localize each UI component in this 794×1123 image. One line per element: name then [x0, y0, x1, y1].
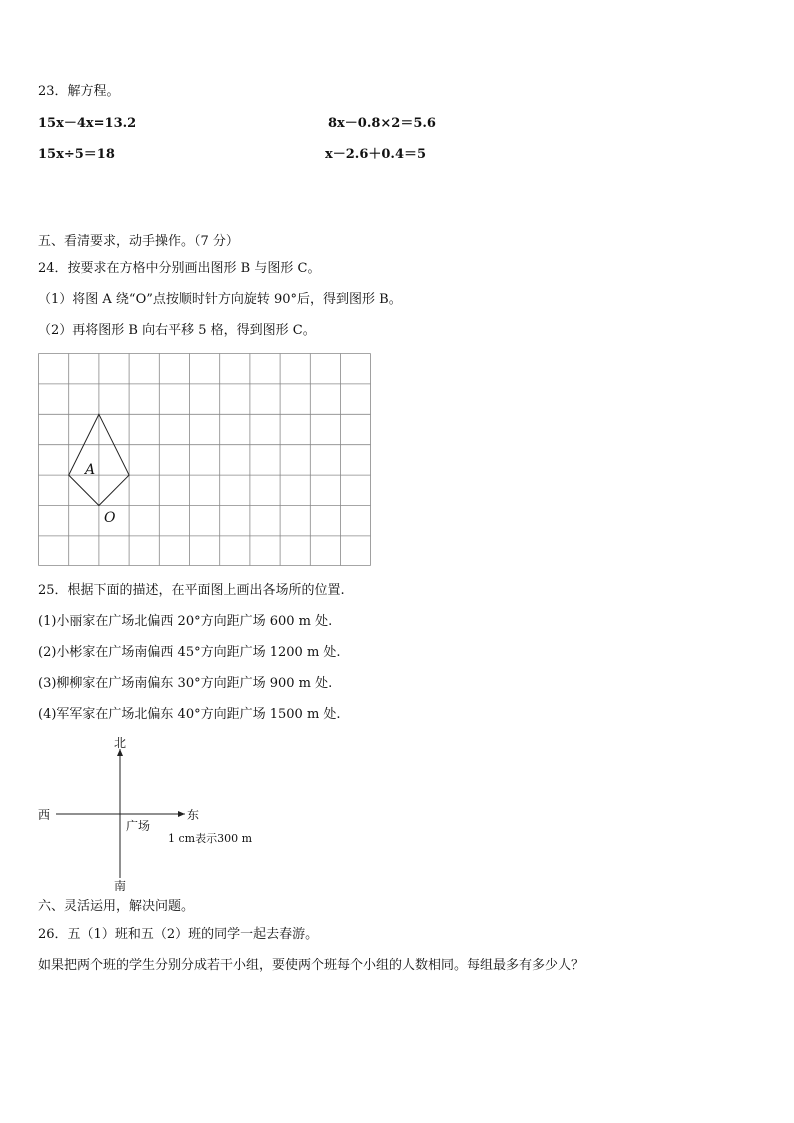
- q25-item-4: (4)军军家在广场北偏东 40°方向距广场 1500 m 处.: [38, 707, 341, 722]
- q23-title: 23．解方程。: [38, 84, 120, 99]
- shape-a-label: A: [85, 462, 96, 478]
- point-o-label: O: [104, 510, 116, 526]
- square-grid: [38, 353, 371, 566]
- equation-4: x－2.6＋0.4＝5: [325, 147, 427, 162]
- direction-map: [30, 730, 290, 895]
- plaza-label: 广场: [126, 819, 151, 833]
- q25-title: 25．根据下面的描述，在平面图上画出各场所的位置.: [38, 583, 345, 598]
- east-label: 东: [187, 808, 200, 822]
- section-5-heading: 五、看清要求，动手操作。（7 分）: [38, 234, 239, 249]
- equation-2: 8x－0.8×2＝5.6: [328, 116, 436, 131]
- q26-title: 26．五（1）班和五（2）班的同学一起去春游。: [38, 927, 319, 942]
- q24-step-1: （1）将图 A 绕“O”点按顺时针方向旋转 90°后，得到图形 B。: [38, 292, 402, 307]
- q24-title: 24．按要求在方格中分别画出图形 B 与图形 C。: [38, 261, 321, 276]
- q24-step-2: （2）再将图形 B 向右平移 5 格，得到图形 C。: [38, 323, 316, 338]
- q25-item-2: (2)小彬家在广场南偏西 45°方向距广场 1200 m 处.: [38, 645, 341, 660]
- section-6-heading: 六、灵活运用，解决问题。: [38, 899, 195, 914]
- q26-question: 如果把两个班的学生分别分成若干小组，要使两个班每个小组的人数相同。每组最多有多少人？: [38, 958, 585, 973]
- q25-item-1: (1)小丽家在广场北偏西 20°方向距广场 600 m 处.: [38, 614, 333, 629]
- scale-label: 1 cm表示300 m: [168, 832, 253, 845]
- south-label: 南: [114, 879, 127, 893]
- q25-item-3: (3)柳柳家在广场南偏东 30°方向距广场 900 m 处.: [38, 676, 333, 691]
- equation-3: 15x÷5＝18: [38, 147, 115, 162]
- north-label: 北: [114, 736, 127, 750]
- equation-1: 15x－4x=13.2: [38, 116, 137, 131]
- west-label: 西: [38, 808, 51, 822]
